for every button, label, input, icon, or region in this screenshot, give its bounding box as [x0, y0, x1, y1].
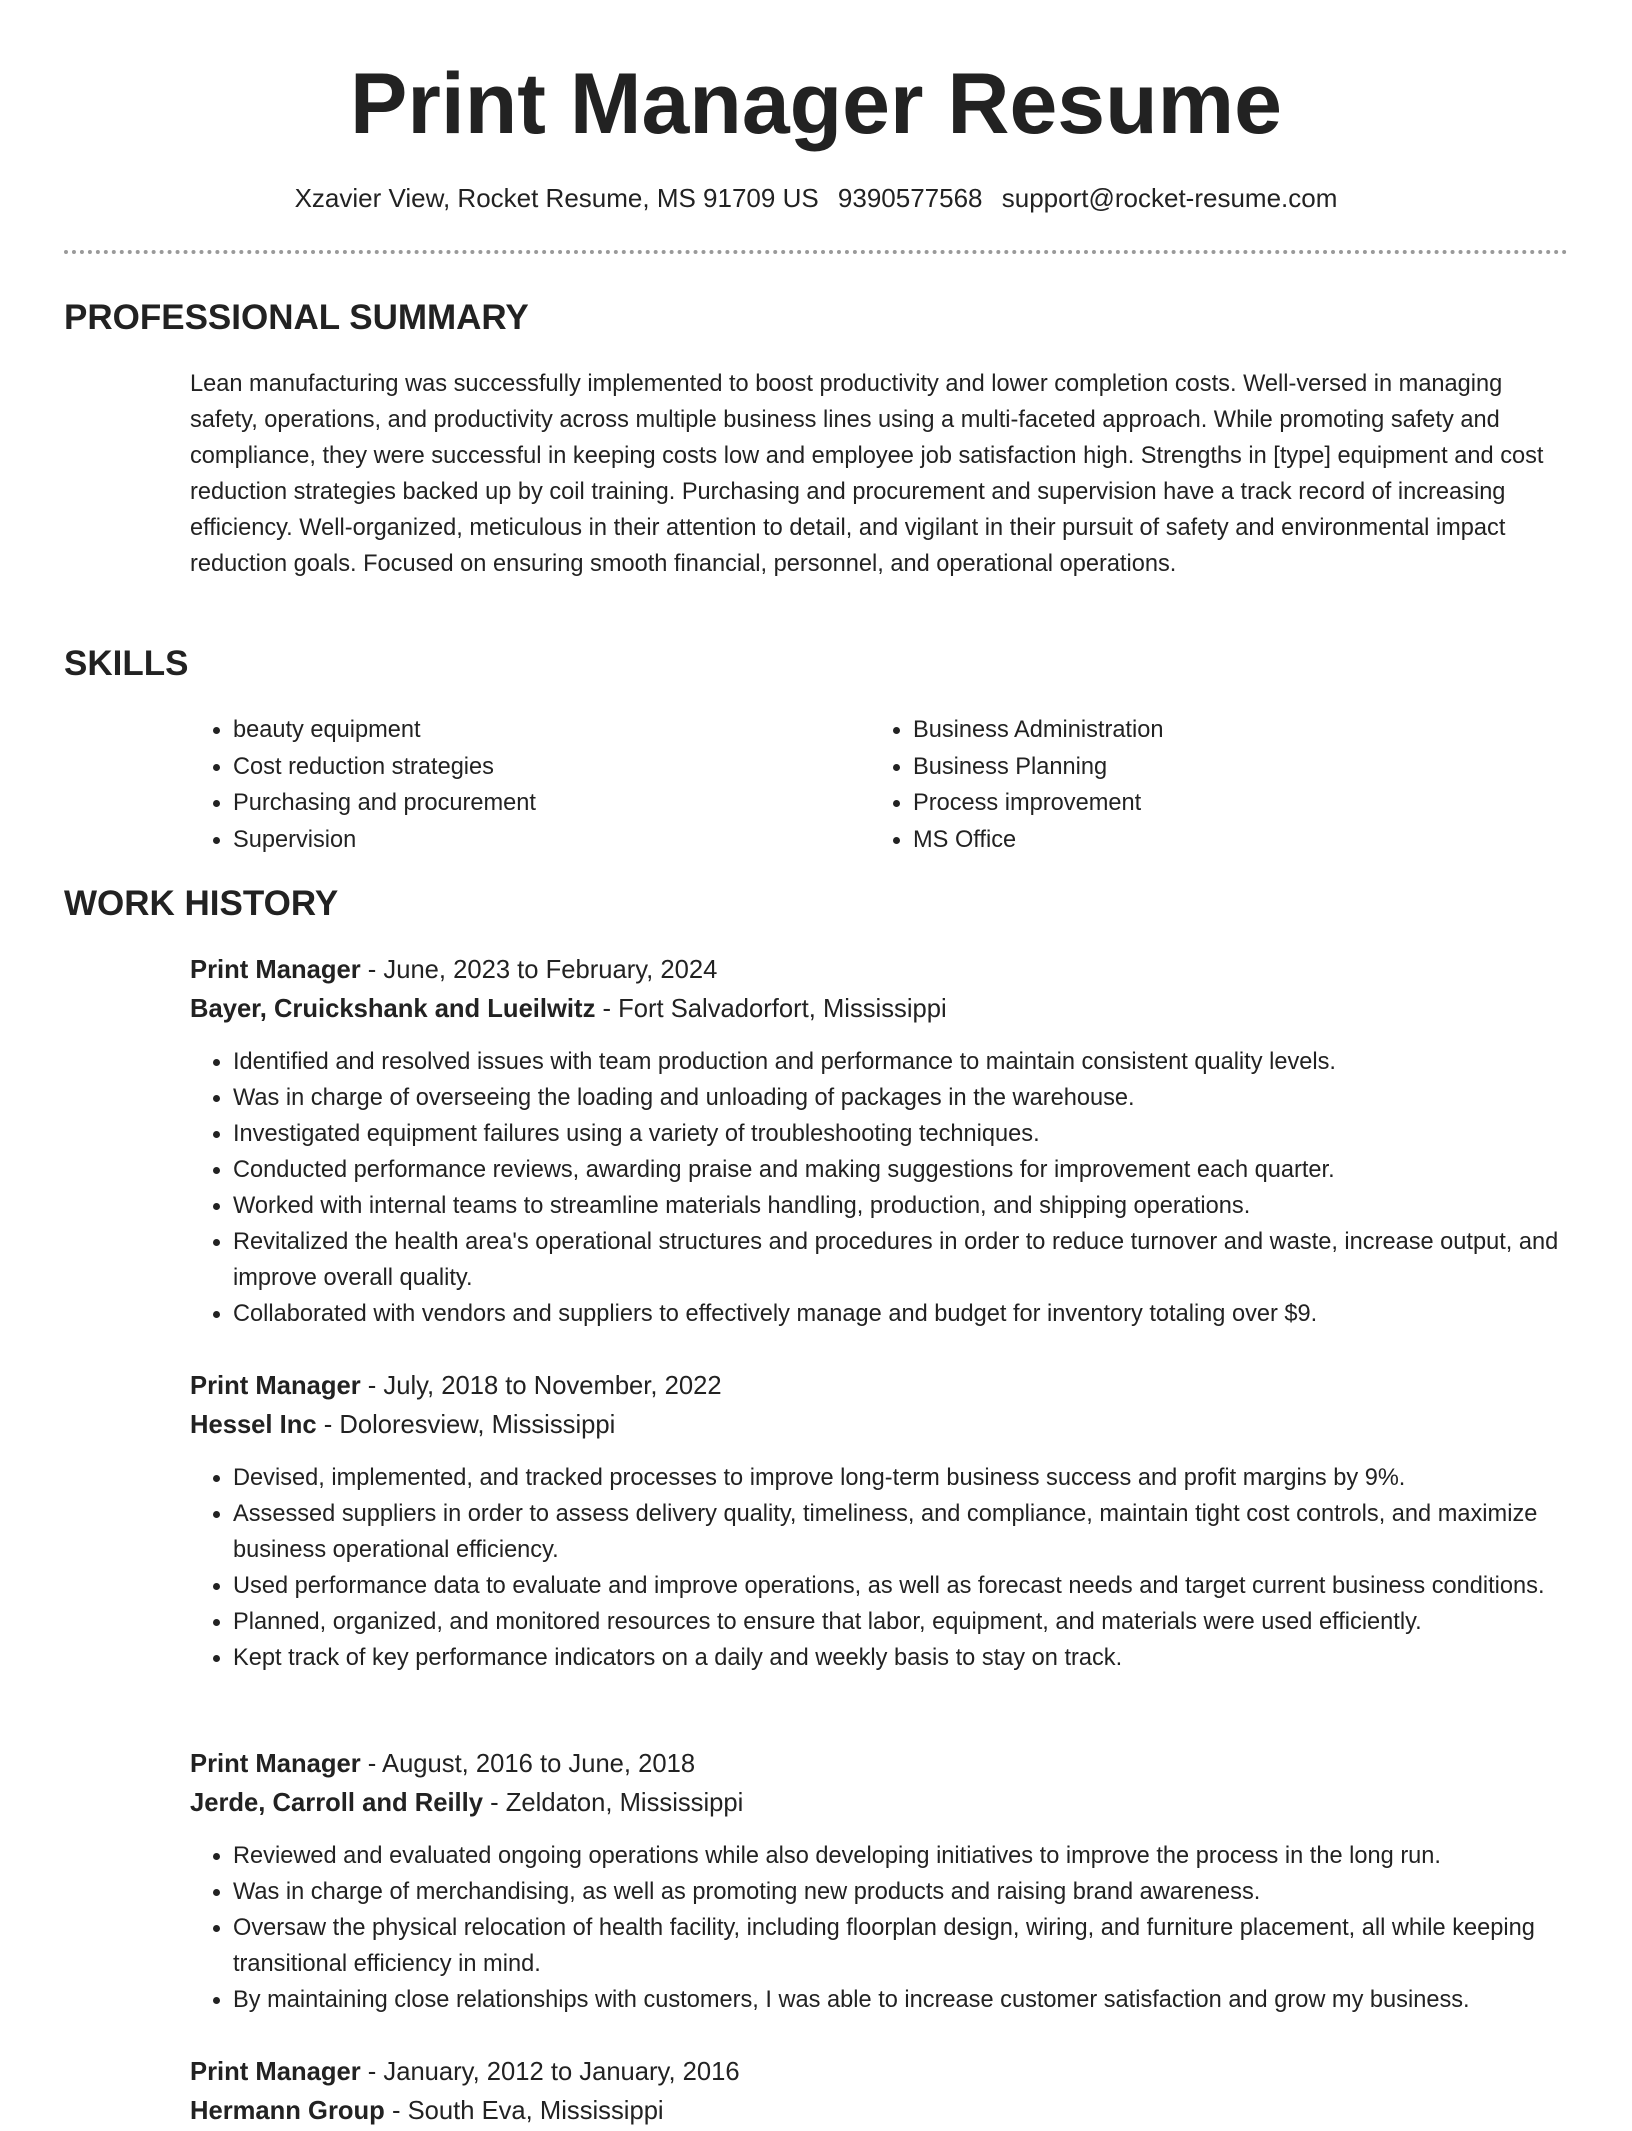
- job-title-line: [190, 1745, 1568, 1784]
- job-title-line: [190, 951, 1568, 990]
- job-entry: [190, 1745, 1568, 2018]
- job-dates: - August, 2016 to June, 2018: [360, 1750, 696, 1778]
- job-company: Bayer, Cruickshank and Lueilwitz: [190, 995, 596, 1023]
- summary-text: Lean manufacturing was successfully implemented to boost productivity and lower completion costs. Well-versed in managing safety, operations, and productivity across multiple business lines using a multi-faceted approach. While promoting safety and compliance, they were successful in keeping costs low and employee job satisfaction high. Strengths in [type] equipment and cost reduction strategies backed up by coil training. Purchasing and procurement and supervision have a track record of increasing efficiency. Well-organized, meticulous in their attention to detail, and vigilant in their pursuit of safety and environmental impact reduction goals. Focused on ensuring smooth financial, personnel, and operational operations.: [190, 371, 1544, 577]
- job-location: - South Eva, Mississippi: [384, 2097, 664, 2125]
- job-bullet: • Devised, implemented, and tracked processes to improve long-term business success and profit margins by 9%.: [233, 1460, 1568, 1496]
- job-bullet: • Collaborated with vendors and suppliers to effectively manage and budget for inventory totaling over $9.: [233, 1296, 1568, 1332]
- job-bullet: • Identified and resolved issues with team production and performance to maintain consistent quality levels.: [233, 1044, 1568, 1080]
- job-bullet: • Revitalized the health area's operational structures and procedures in order to reduce turnover and waste, increase output, and improve overall quality.: [233, 1224, 1568, 1296]
- skill-item: • Business Administration: [913, 712, 1510, 749]
- contact-line: [0, 180, 1632, 216]
- job-bullet: • Kept track of key performance indicators on a daily and weekly basis to stay on track.: [233, 1640, 1568, 1676]
- job-company: Jerde, Carroll and Reilly: [190, 1789, 484, 1817]
- job-bullet: • Reviewed and evaluated ongoing operations while also developing initiatives to improve the process in the long run.: [233, 1838, 1568, 1874]
- job-location: - Zeldaton, Mississippi: [483, 1789, 744, 1817]
- job-bullet: • Oversaw the physical relocation of health facility, including floorplan design, wiring, and furniture placement, all while keeping transitional efficiency in mind.: [233, 1910, 1568, 1982]
- job-bullet: • Planned, organized, and monitored resources to ensure that labor, equipment, and materials were used efficiently.: [233, 1604, 1568, 1640]
- job-entry: [190, 1367, 1568, 1676]
- job-entry: [190, 2053, 1568, 2131]
- skill-item: • Process improvement: [913, 785, 1510, 822]
- skills-list-left: [190, 712, 830, 859]
- job-company: Hessel Inc: [190, 1411, 317, 1439]
- job-bullet: • Conducted performance reviews, awarding praise and making suggestions for improvement each quarter.: [233, 1152, 1568, 1188]
- job-bullet: • Was in charge of overseeing the loading and unloading of packages in the warehouse.: [233, 1080, 1568, 1116]
- job-title: Print Manager: [190, 956, 361, 984]
- contact-email: support@rocket-resume.com: [1001, 183, 1338, 213]
- job-title: Print Manager: [190, 1372, 361, 1400]
- page-title: Print Manager Resume: [350, 56, 1282, 152]
- job-bullet: • Assessed suppliers in order to assess delivery quality, timeliness, and compliance, maintain tight cost controls, and maximize business operational efficiency.: [233, 1496, 1568, 1568]
- job-company-line: [190, 1406, 1568, 1445]
- job-bullet: • Used performance data to evaluate and improve operations, as well as forecast needs and target current business conditions.: [233, 1568, 1568, 1604]
- skills-column-left: [190, 712, 830, 859]
- header-divider: [64, 250, 1568, 254]
- job-company: Hermann Group: [190, 2097, 385, 2125]
- skills-list-right: [870, 712, 1510, 859]
- job-location: - Fort Salvadorfort, Mississippi: [595, 995, 947, 1023]
- skill-item: • Business Planning: [913, 749, 1510, 786]
- job-company-line: [190, 990, 1568, 1029]
- job-dates: - July, 2018 to November, 2022: [360, 1372, 722, 1400]
- skills-column-right: [870, 712, 1510, 859]
- skill-item: • Cost reduction strategies: [233, 749, 830, 786]
- job-dates: - January, 2012 to January, 2016: [360, 2058, 740, 2086]
- job-bullet: • Worked with internal teams to streamline materials handling, production, and shipping operations.: [233, 1188, 1568, 1224]
- job-bullets: [190, 1044, 1568, 1332]
- job-bullet: • Was in charge of merchandising, as well as promoting new products and raising brand awareness.: [233, 1874, 1568, 1910]
- job-entry: [190, 951, 1568, 1332]
- job-bullets: [190, 1838, 1568, 2018]
- summary-heading: PROFESSIONAL SUMMARY: [64, 298, 529, 337]
- skills-heading: SKILLS: [64, 644, 189, 683]
- skill-item: • Purchasing and procurement: [233, 785, 830, 822]
- skill-item: • Supervision: [233, 822, 830, 859]
- job-location: - Doloresview, Mississippi: [316, 1411, 616, 1439]
- contact-phone: 9390577568: [837, 183, 983, 213]
- skill-item: • MS Office: [913, 822, 1510, 859]
- skill-item: • beauty equipment: [233, 712, 830, 749]
- job-title: Print Manager: [190, 1750, 361, 1778]
- contact-address: Xzavier View, Rocket Resume, MS 91709 US: [294, 183, 819, 213]
- job-title-line: [190, 1367, 1568, 1406]
- job-title: Print Manager: [190, 2058, 361, 2086]
- job-bullet: • Investigated equipment failures using a variety of troubleshooting techniques.: [233, 1116, 1568, 1152]
- job-dates: - June, 2023 to February, 2024: [360, 956, 718, 984]
- job-bullet: • By maintaining close relationships with customers, I was able to increase customer satisfaction and grow my business.: [233, 1982, 1568, 2018]
- job-bullets: [190, 1460, 1568, 1676]
- job-title-line: [190, 2053, 1568, 2092]
- job-company-line: [190, 1784, 1568, 1823]
- work-history-heading: WORK HISTORY: [64, 884, 339, 923]
